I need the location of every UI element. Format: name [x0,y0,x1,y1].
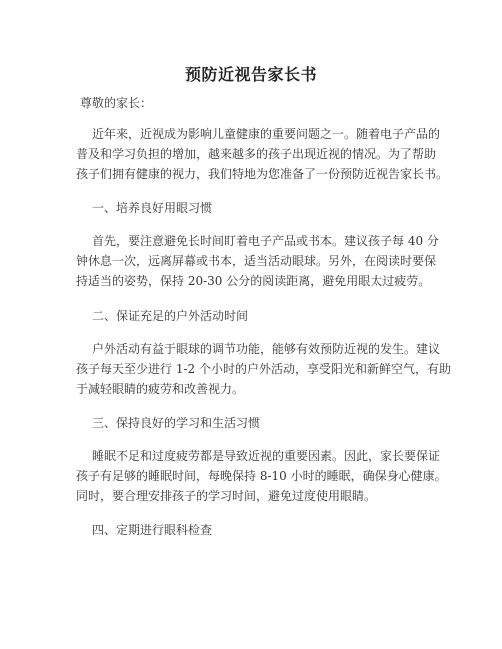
section-1-line-1: 首先，要注意避免长时间盯着电子产品或书本。建议孩子每 40 分 [92,234,439,248]
section-2-line-3: 于减轻眼睛的疲劳和改善视力。 [76,382,245,396]
section-2-line-2: 孩子每天至少进行 1-2 个小时的户外活动，享受阳光和新鲜空气，有助 [76,362,451,376]
section-1-line-2: 钟休息一次，远离屏幕或书本，适当活动眼球。另外，在阅读时要保 [76,254,437,268]
section-heading-3: 三、保持良好的学习和生活习惯 [92,416,261,430]
section-heading-1: 一、培养良好用眼习惯 [92,201,213,215]
section-1-line-3: 持适当的姿势，保持 20-30 公分的阅读距离，避免用眼太过疲劳。 [76,274,431,288]
intro-line-2: 普及和学习负担的增加，越来越多的孩子出现近视的情况。为了帮助 [76,147,437,161]
section-heading-2: 二、保证充足的户外活动时间 [92,309,249,323]
section-heading-4: 四、定期进行眼科检查 [92,523,213,537]
section-3-line-1: 睡眠不足和过度疲劳都是导致近视的重要因素。因此，家长要保证 [92,449,441,463]
section-3-line-3: 同时，要合理安排孩子的学习时间，避免过度使用眼睛。 [76,489,377,503]
intro-line-1: 近年来，近视成为影响儿童健康的重要问题之一。随着电子产品的 [92,127,441,141]
document-title: 预防近视告家长书 [184,65,317,84]
section-2-line-1: 户外活动有益于眼球的调节功能，能够有效预防近视的发生。建议 [92,342,441,356]
intro-line-3: 孩子们拥有健康的视力，我们特地为您准备了一份预防近视告家长书。 [76,167,449,181]
salutation: 尊敬的家长： [80,96,153,110]
section-3-line-2: 孩子有足够的睡眠时间，每晚保持 8-10 小时的睡眠，确保身心健康。 [76,469,447,483]
